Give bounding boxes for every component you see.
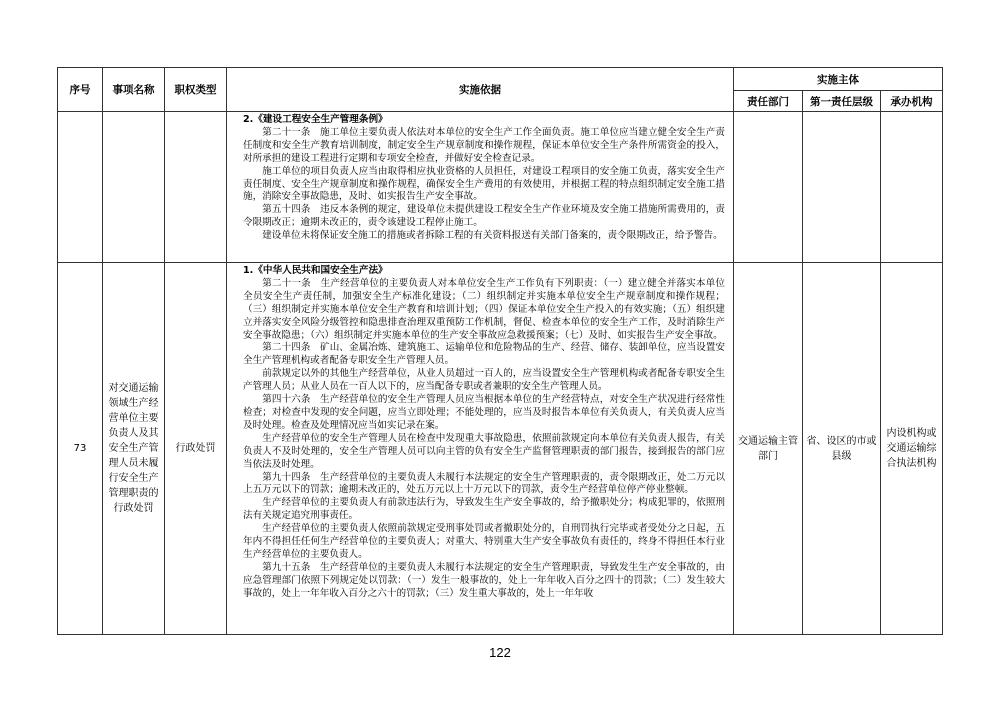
header-basis: 实施依据 [227,68,734,112]
law-title: 2.《建设工程安全生产管理条例》 [243,114,388,125]
table-row [58,263,943,635]
basis-paragraph: 生产经营单位的安全生产管理人员在检查中发现重大事故隐患，依照前款规定向本单位有关负责人报告，有关负责人不及时处理的，安全生产管理人员可以向主管的负有安全生产监督管理职责的部门报告，接到报告的部门应当依法及时处理。 [243,432,725,470]
header-agency: 承办机构 [881,91,943,112]
item-seq: 73 [58,263,103,635]
basis-paragraph: 第五十四条 违反本条例的规定，建设单位未提供建设工程安全生产作业环境及安全施工措施所需费用的，责令限期改正；逾期未改正的，责令该建设工程停止施工。 [243,204,725,229]
responsible-level: 省、设区的市或县级 [803,263,881,635]
item-name: 对交通运输领域生产经营单位主要负责人及其安全生产管理人员未履行安全生产管理职责的行政处罚 [103,263,165,635]
basis-paragraph: 第四十六条 生产经营单位的安全生产管理人员应当根据本单位的生产经营特点，对安全生产状况进行经常性检查；对检查中发现的安全问题，应当立即处理；不能处理的，应当及时报告本单位有关负责人，有关负责人应当及时处理。检查及处理情况应当如实记录在案。 [243,394,725,431]
table-row [58,112,943,263]
header-type: 职权类型 [165,68,227,112]
basis-paragraph: 生产经营单位的主要负责人依照前款规定受刑事处罚或者撤职处分的，自刑罚执行完毕或者受处分之日起，五年内不得担任任何生产经营单位的主要负责人；对重大、特别重大生产安全事故负有责任的，终身不得担任本行业生产经营单位的主要负责人。 [243,523,725,560]
header-seq: 序号 [58,68,103,112]
basis-paragraph: 第九十五条 生产经营单位的主要负责人未履行本法规定的安全生产管理职责，导致发生生产安全事故的，由应急管理部门依照下列规定处以罚款：（一）发生一般事故的，处上一年年收入百分之四十的罚款；（二）发生较大事故的，处上一年年收入百分之六十的罚款；（三）发生重大事故的，处上一年年收 [243,561,725,599]
basis-paragraph: 第九十四条 生产经营单位的主要负责人未履行本法规定的安全生产管理职责的，责令限期改正，处二万元以上五万元以下的罚款；逾期未改正的，处五万元以上十万元以下的罚款，责令生产经营单位停产停业整顿。 [243,471,725,496]
header-level: 第一责任层级 [803,91,881,112]
basis-paragraph: 第二十四条 矿山、金属冶炼、建筑施工、运输单位和危险物品的生产、经营、储存、装卸单位，应当设置安全生产管理机构或者配备专职安全生产管理人员。 [243,342,725,367]
header-dept: 责任部门 [734,91,803,112]
header-name: 事项名称 [103,68,165,112]
basis-cell [227,112,734,263]
basis-paragraph: 建设单位未将保证安全施工的措施或者拆除工程的有关资料报送有关部门备案的，责令限期改正，给予警告。 [262,230,723,242]
basis-paragraph: 施工单位的项目负责人应当由取得相应执业资格的人员担任，对建设工程项目的安全施工负责，落实安全生产责任制度、安全生产规章制度和操作规程，确保安全生产费用的有效使用，并根据工程的特点组织制定安全施工措施，消除安全事故隐患，及时、如实报告生产安全事故。 [243,165,725,203]
basis-paragraph: 第二十一条 生产经营单位的主要负责人对本单位安全生产工作负有下列职责：（一）建立健全并落实本单位全员安全生产责任制，加强安全生产标准化建设；（二）组织制定并实施本单位安全生产规章制度和操作规程；（三）组织制定并实施本单位安全生产教育和培训计划；（四）保证本单位安全生产投入的有效实施；（五）组织建立并落实安全风险分级管控和隐患排查治理双重预防工作机制，督促、检查本单位的安全生产工作，及时消除生产安全事故隐患；（六）组织制定并实施本单位的生产安全事故应急救援预案；（七）及时、如实报告生产安全事故。 [243,277,725,341]
law-title: 1.《中华人民共和国安全生产法》 [243,265,388,276]
responsible-dept: 交通运输主管部门 [734,263,803,635]
item-type: 行政处罚 [165,263,227,635]
handling-agency: 内设机构或交通运输综合执法机构 [881,263,943,635]
basis-paragraph: 前款规定以外的其他生产经营单位，从业人员超过一百人的，应当设置安全生产管理机构或者配备专职安全生产管理人员；从业人员在一百人以下的，应当配备专职或者兼职的安全生产管理人员。 [243,368,725,393]
header-row-1 [58,68,943,91]
basis-cell [227,263,734,635]
basis-paragraph: 生产经营单位的主要负责人有前款违法行为，导致发生生产安全事故的，给予撤职处分；构成犯罪的，依照刑法有关规定追究刑事责任。 [243,497,725,522]
authority-table [57,67,943,635]
page-number: 122 [489,645,511,660]
basis-paragraph: 第二十一条 施工单位主要负责人依法对本单位的安全生产工作全面负责。施工单位应当建立健全安全生产责任制度和安全生产教育培训制度，制定安全生产规章制度和操作规程，保证本单位安全生产条件所需资金的投入，对所承担的建设工程进行定期和专项安全检查，并做好安全检查记录。 [243,126,725,164]
header-subject: 实施主体 [734,68,943,91]
